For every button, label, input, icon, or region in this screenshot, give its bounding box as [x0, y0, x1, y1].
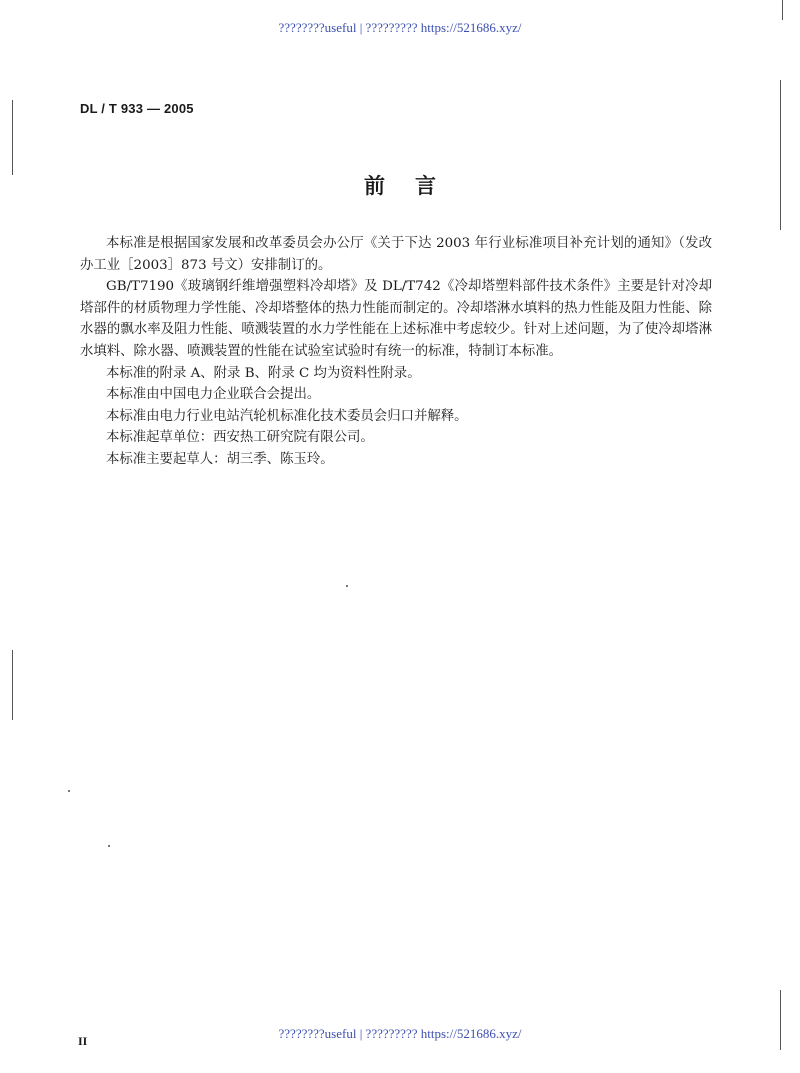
foreword-body	[80, 233, 712, 471]
scan-edge-line	[12, 650, 13, 720]
paragraph: 本标准起草单位：西安热工研究院有限公司。	[106, 430, 374, 446]
page-title: 前言	[364, 174, 466, 198]
paragraph: 本标准是根据国家发展和改革委员会办公厅《关于下达 2003 年行业标准项目补充计划的通知》（发改办工业［2003］873 号文）安排制订的。	[80, 236, 712, 273]
scan-speck	[108, 845, 110, 847]
paragraph: 本标准的附录 A、附录 B、附录 C 均为资料性附录。	[106, 365, 421, 381]
scan-speck	[68, 790, 70, 792]
standard-code: DL / T 933 — 2005	[80, 101, 194, 116]
scan-edge-line	[782, 0, 783, 20]
scan-edge-line	[12, 100, 13, 175]
watermark-top[interactable]: ????????useful | ????????? https://521686.xyz/	[278, 20, 522, 35]
paragraph: 本标准由中国电力企业联合会提出。	[106, 387, 321, 403]
scan-speck	[346, 585, 348, 587]
paragraph: 本标准主要起草人：胡三季、陈玉玲。	[106, 451, 334, 467]
watermark-bottom[interactable]: ????????useful | ????????? https://521686.xyz/	[278, 1026, 522, 1041]
paragraph: GB/T7190《玻璃钢纤维增强塑料冷却塔》及 DL/T742《冷却塔塑料部件技术条件》主要是针对冷却塔部件的材质物理力学性能、冷却塔整体的热力性能而制定的。冷却塔淋水填料的热力性能及阻力性能、除水器的飘水率及阻力性能、喷溅装置的水力学性能在上述标准中考虑较少。针对上述问题，为了使冷却塔淋水填料、除水器、喷溅装置的性能在试验室试验时有统一的标准，特制订本标准。	[80, 279, 712, 359]
scan-edge-line	[780, 990, 781, 1050]
scan-edge-line	[780, 80, 781, 230]
page-number: II	[78, 1034, 88, 1048]
paragraph: 本标准由电力行业电站汽轮机标准化技术委员会归口并解释。	[106, 408, 468, 424]
